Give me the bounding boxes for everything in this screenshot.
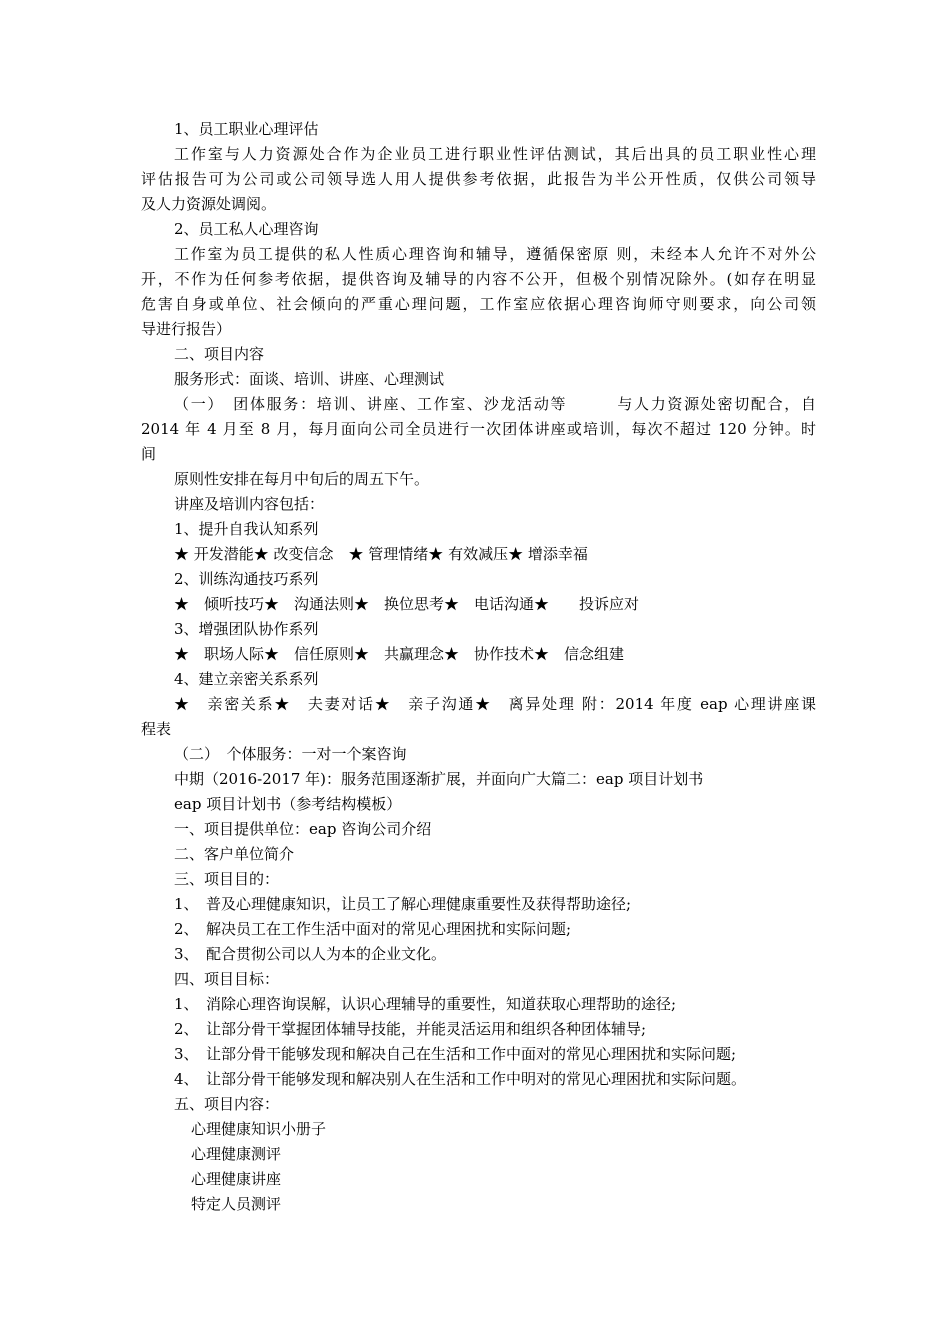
paragraph-line: 讲座及培训内容包括： — [174, 495, 325, 513]
list-item: 心理健康讲座 — [191, 1170, 282, 1188]
list-item: 1、 普及心理健康知识，让员工了解心理健康重要性及获得帮助途径; — [174, 895, 632, 913]
list-heading: 2、训练沟通技巧系列 — [174, 570, 319, 588]
paragraph-line: 评估报告可为公司或公司领导选人用人提供参考依据，此报告为半公开性质，仅供公司领导 — [141, 170, 816, 188]
list-heading: 1、提升自我认知系列 — [174, 520, 319, 538]
list-item: 4、 让部分骨干能够发现和解决别人在生活和工作中明对的常见心理困扰和实际问题。 — [174, 1070, 747, 1088]
list-heading: 4、建立亲密关系系列 — [174, 670, 319, 688]
paragraph-line: 服务形式：面谈、培训、讲座、心理测试 — [174, 370, 445, 388]
list-item: 心理健康测评 — [191, 1145, 282, 1163]
section-heading: 三、项目目的： — [174, 870, 280, 888]
paragraph-line: eap 项目计划书（参考结构模板） — [174, 795, 402, 813]
paragraph-line: （二） 个体服务：一对一个案咨询 — [174, 745, 407, 763]
paragraph-line: 开，不作为任何参考依据，提供咨询及辅导的内容不公开，但极个别情况除外。(如存在明显 — [141, 270, 816, 288]
paragraph-line: 程表 — [141, 720, 172, 738]
paragraph-line: 导进行报告） — [141, 320, 232, 338]
list-item: 3、 配合贯彻公司以人为本的企业文化。 — [174, 945, 447, 963]
list-item: 3、 让部分骨干能够发现和解决自己在生活和工作中面对的常见心理困扰和实际问题; — [174, 1045, 737, 1063]
paragraph-line: （一） 团体服务：培训、讲座、工作室、沙龙活动等 与人力资源处密切配合，自 — [174, 395, 816, 413]
list-item: 特定人员测评 — [191, 1195, 282, 1213]
list-item: 2、 让部分骨干掌握团体辅导技能，并能灵活运用和组织各种团体辅导; — [174, 1020, 647, 1038]
list-item: ★ 倾听技巧★ 沟通法则★ 换位思考★ 电话沟通★ 投诉应对 — [174, 595, 640, 613]
paragraph-line: 危害自身或单位、社会倾向的严重心理问题，工作室应依据心理咨询师守则要求，向公司领 — [141, 295, 816, 313]
list-item: ★ 开发潜能★ 改变信念 ★ 管理情绪★ 有效减压★ 增添幸福 — [174, 545, 588, 563]
heading-item-2: 2、员工私人心理咨询 — [174, 220, 319, 238]
list-item: ★ 职场人际★ 信任原则★ 共赢理念★ 协作技术★ 信念组建 — [174, 645, 625, 663]
paragraph-line: 间 — [141, 445, 157, 463]
paragraph-line: 中期（2016-2017 年)：服务范围逐渐扩展，并面向广大篇二：eap 项目计划书 — [174, 770, 704, 788]
section-heading: 四、项目目标： — [174, 970, 280, 988]
section-heading: 五、项目内容： — [174, 1095, 280, 1113]
paragraph-line: 工作室为员工提供的私人性质心理咨询和辅导，遵循保密原 则，未经本人允许不对外公 — [174, 245, 816, 263]
section-heading: 一、项目提供单位：eap 咨询公司介绍 — [174, 820, 432, 838]
paragraph-line: 工作室与人力资源处合作为企业员工进行职业性评估测试，其后出具的员工职业性心理 — [174, 145, 816, 163]
section-heading: 二、客户单位简介 — [174, 845, 295, 863]
paragraph-line: 及人力资源处调阅。 — [141, 195, 277, 213]
list-item: 心理健康知识小册子 — [191, 1120, 327, 1138]
list-item: ★ 亲密关系★ 夫妻对话★ 亲子沟通★ 离异处理 附：2014 年度 eap 心理讲座课 — [174, 695, 816, 713]
heading-item-1: 1、员工职业心理评估 — [174, 120, 319, 138]
list-item: 2、 解决员工在工作生活中面对的常见心理困扰和实际问题; — [174, 920, 572, 938]
list-heading: 3、增强团队协作系列 — [174, 620, 319, 638]
paragraph-line: 2014 年 4 月至 8 月，每月面向公司全员进行一次团体讲座或培训，每次不超过 120 分钟。时 — [141, 420, 816, 438]
paragraph-line: 原则性安排在每月中旬后的周五下午。 — [174, 470, 430, 488]
section-heading: 二、项目内容 — [174, 345, 265, 363]
list-item: 1、 消除心理咨询误解，认识心理辅导的重要性，知道获取心理帮助的途径; — [174, 995, 677, 1013]
